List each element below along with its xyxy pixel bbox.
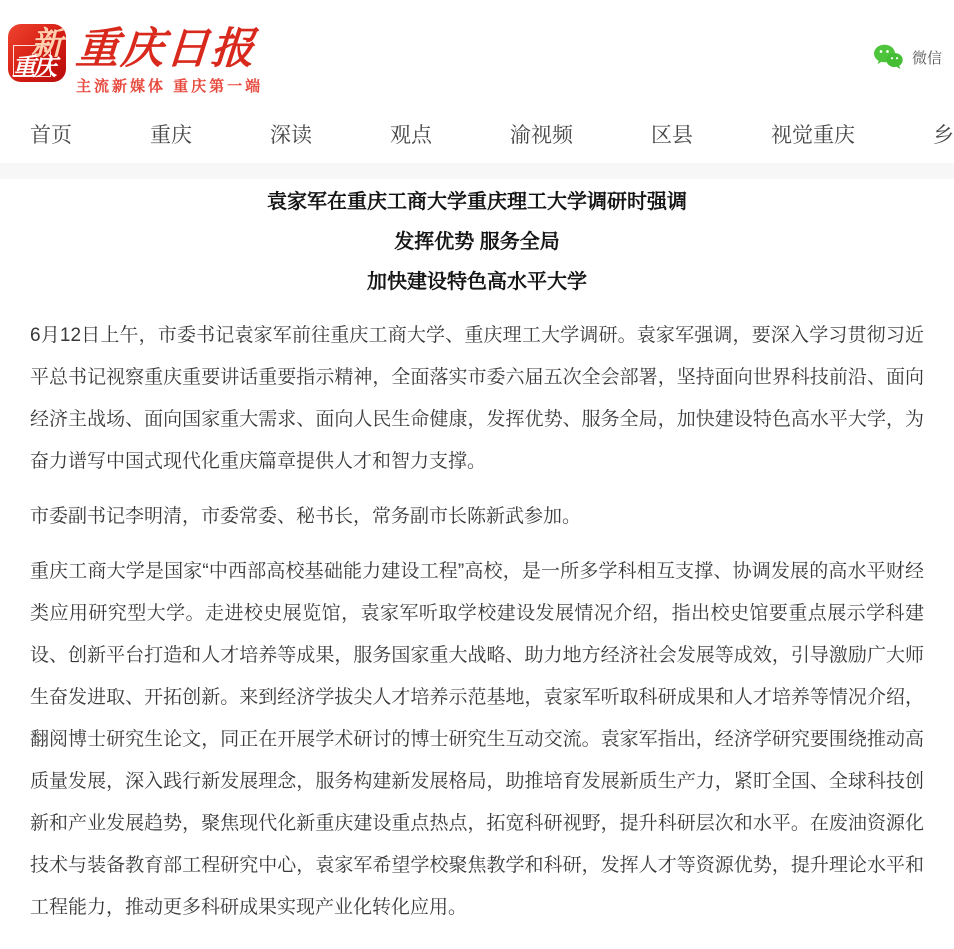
site-tagline: 主流新媒体 重庆第一端 — [76, 78, 264, 95]
nav-item-home[interactable]: 首页 — [30, 124, 72, 147]
nav-item-districts[interactable]: 区县 — [651, 124, 693, 147]
logo-text — [76, 24, 263, 96]
article-paragraph: 市委副书记李明清，市委常委、秘书长，常务副市长陈新武参加。 — [30, 506, 582, 527]
article-paragraph: 重庆工商大学是国家“中西部高校基础能力建设工程”高校，是一所多学科相互支撑、协调发展的高水平财经类应用研究型大学。走进校史展览馆，袁家军听取学校建设发展情况介绍，指出校史馆要重点展示学科建设、创新平台打造和人才培养等成果，服务国家重大战略、助力地方经济社会发展等成效，引导激励广大师生奋发进取、开拓创新。来到经济学拔尖人才培养示范基地，袁家军听取科研成果和人才培养等情况介绍，翻阅博士研究生论文，同正在开展学术研讨的博士研究生互动交流。袁家军指出，经济学研究要围绕推动高质量发展，深入践行新发展理念，服务构建新发展格局，助推培育发展新质生产力，紧盯全国、全球科技创新和产业发展趋势，聚焦现代化新重庆建设重点热点，拓宽科研视野，提升科研层次和水平。在废油资源化技术与装备教育部工程研究中心，袁家军希望学校聚焦教学和科研，发挥人才等资源优势，提升理论水平和工程能力，推动更多科研成果实现产业化转化应用。 — [30, 561, 924, 918]
nav-item-viewpoint[interactable]: 观点 — [390, 124, 432, 147]
article-title-line-2: 发挥优势 服务全局 — [394, 231, 560, 253]
logo-icon-char-bottom: 重庆 — [12, 52, 54, 81]
main-nav — [0, 105, 954, 163]
site-wordmark: 重庆日报 — [74, 24, 258, 74]
article — [0, 179, 954, 949]
section-divider-band — [0, 163, 954, 179]
wechat-icon — [873, 44, 903, 70]
xin-chongqing-app-icon — [8, 24, 66, 82]
article-paragraph: 6月12日上午，市委书记袁家军前往重庆工商大学、重庆理工大学调研。袁家军强调，要深入学习贯彻习近平总书记视察重庆重要讲话重要指示精神，全面落实市委六届五次全会部署，坚持面向世界科技前沿、面向经济主战场、面向国家重大需求、面向人民生命健康，发挥优势、服务全局，加快建设特色高水平大学，为奋力谱写中国式现代化重庆篇章提供人才和智力支撑。 — [30, 325, 924, 472]
nav-item-partial[interactable]: 乡 — [933, 124, 954, 147]
wechat-share-button[interactable] — [873, 44, 942, 70]
logo-icon-char-top: 新 — [30, 24, 63, 62]
article-title — [30, 182, 924, 302]
site-logo[interactable] — [8, 24, 263, 96]
nav-item-yu-video[interactable]: 渝视频 — [510, 124, 573, 147]
nav-item-chongqing[interactable]: 重庆 — [150, 124, 192, 147]
article-title-line-3: 加快建设特色高水平大学 — [367, 271, 587, 293]
article-title-line-1: 袁家军在重庆工商大学重庆理工大学调研时强调 — [267, 191, 687, 213]
site-header — [0, 0, 954, 105]
nav-item-deep-read[interactable]: 深读 — [270, 124, 312, 147]
wechat-label: 微信 — [911, 49, 942, 67]
nav-item-visual-chongqing[interactable]: 视觉重庆 — [771, 124, 855, 147]
